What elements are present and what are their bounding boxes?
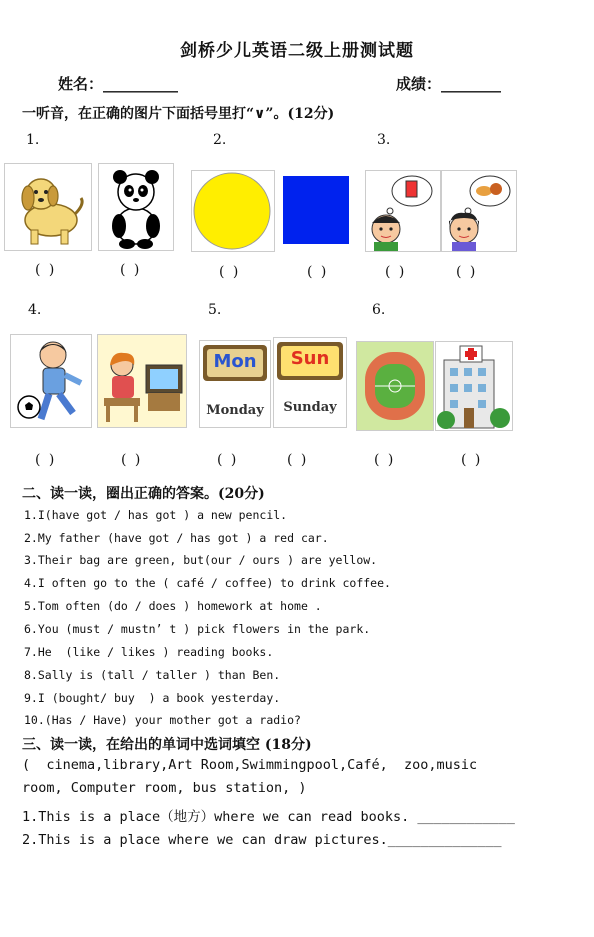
yellow-circle-icon [191, 170, 275, 252]
answer-bracket[interactable]: ( ) [287, 452, 309, 468]
score-field-label: 成绩：________ [396, 75, 502, 93]
page-title: 剑桥少儿英语二级上册测试题 [180, 41, 414, 61]
sunday-label: Sunday [283, 400, 337, 415]
girl-watching-tv-icon [97, 334, 187, 428]
exercise-item: 4.I often go to the ( café / coffee) to drink coffee. [24, 576, 391, 590]
exercise-item: 2.My father (have got / has got ) a red car. [24, 531, 329, 545]
answer-bracket[interactable]: ( ) [219, 264, 241, 280]
answer-bracket[interactable]: ( ) [121, 452, 143, 468]
answer-bracket[interactable]: ( ) [385, 264, 407, 280]
exercise-item: 10.(Has / Have) your mother got a radio? [24, 713, 301, 727]
answer-bracket[interactable]: ( ) [120, 262, 142, 278]
word-bank-line1: ( cinema,library,Art Room,Swimmingpool,Café, zoo,music [22, 757, 478, 773]
exercise-item: 3.Their bag are green, but(our / ours ) are yellow. [24, 553, 378, 567]
sports-field-icon [356, 341, 434, 431]
exercise-item: 7.He (like / likes ) reading books. [24, 645, 274, 659]
mon-card-icon [199, 340, 271, 428]
section3-heading: 三、读一读，在给出的单词中选词填空 (18分) [22, 737, 312, 753]
question-number: 1. [26, 132, 40, 148]
fill-question-2: 2.This is a place where we can draw pictures.______________ [22, 832, 502, 848]
answer-bracket[interactable]: ( ) [35, 262, 57, 278]
question-number: 4. [28, 302, 42, 318]
exercise-item: 5.Tom often (do / does ) homework at home . [24, 599, 322, 613]
exercise-item: 6.You (must / mustn’ t ) pick flowers in the park. [24, 622, 371, 636]
name-field-label: 姓名：__________ [58, 75, 179, 93]
monday-label: Monday [206, 403, 264, 418]
blue-square-icon [279, 170, 353, 252]
boy-football-icon [10, 334, 92, 428]
section1-heading: 一听音，在正确的图片下面括号里打“∨”。(12分) [22, 106, 335, 122]
answer-bracket[interactable]: ( ) [461, 452, 483, 468]
question-number: 3. [377, 132, 391, 148]
mon-tag: Mon [213, 351, 257, 372]
sun-card-icon [273, 337, 347, 428]
word-bank-line2: room, Computer room, bus station, ) [22, 780, 307, 796]
hospital-icon [435, 341, 513, 431]
exercise-item: 8.Sally is (tall / taller ) than Ben. [24, 668, 281, 682]
answer-bracket[interactable]: ( ) [307, 264, 329, 280]
boy-thinking-drink-icon [365, 170, 441, 252]
exercise-item: 1.I(have got / has got ) a new pencil. [24, 508, 288, 522]
answer-bracket[interactable]: ( ) [217, 452, 239, 468]
question-number: 2. [213, 132, 227, 148]
girl-thinking-food-icon [441, 170, 517, 252]
sun-tag: Sun [290, 348, 330, 369]
fill-question-1: 1.This is a place（地方）where we can read books. ____________ [22, 809, 515, 825]
answer-bracket[interactable]: ( ) [35, 452, 57, 468]
exercise-item: 9.I (bought/ buy ) a book yesterday. [24, 691, 281, 705]
panda-icon [98, 163, 174, 251]
section2-heading: 二、读一读，圈出正确的答案。(20分) [22, 486, 265, 502]
answer-bracket[interactable]: ( ) [456, 264, 478, 280]
question-number: 5. [208, 302, 222, 318]
question-number: 6. [372, 302, 386, 318]
answer-bracket[interactable]: ( ) [374, 452, 396, 468]
dog-icon [4, 163, 92, 251]
